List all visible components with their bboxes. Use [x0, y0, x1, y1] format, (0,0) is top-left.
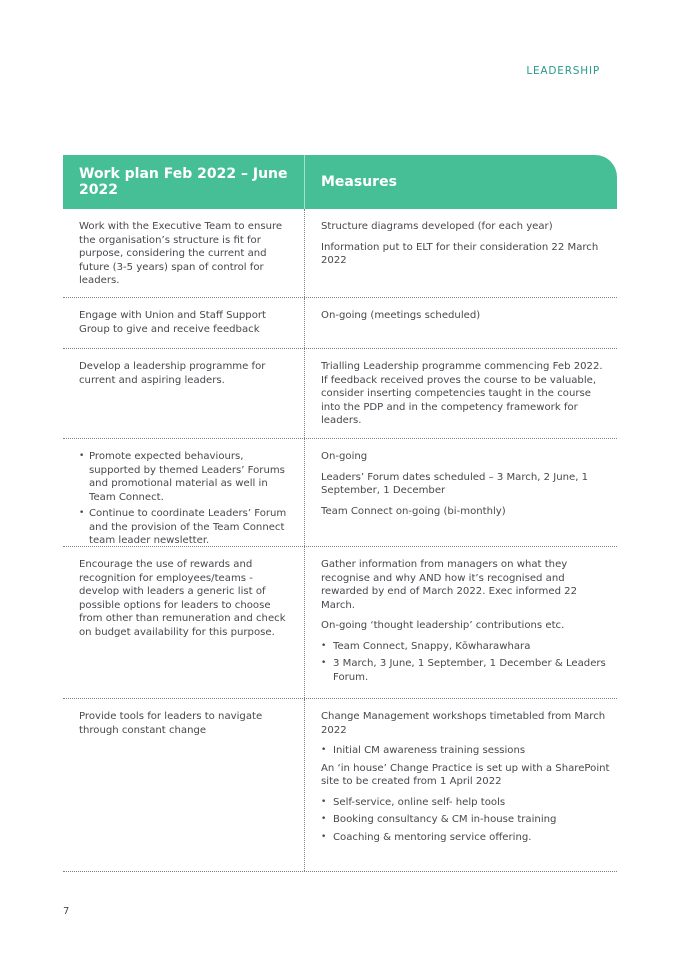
table-row [63, 699, 617, 872]
measure-text: Structure diagrams developed (for each year) [321, 221, 553, 232]
table-row [63, 547, 617, 699]
table-row [63, 439, 617, 547]
workplan-cell [63, 298, 305, 348]
measure-text: Information put to ELT for their consideration 22 March 2022 [321, 241, 599, 266]
workplan-cell [63, 349, 305, 438]
measure-bullet-list [321, 640, 611, 685]
list-item: • Coaching & mentoring service offering. [321, 831, 611, 845]
list-item: • Promote expected behaviours, supported by themed Leaders’ Forums and promotional material as well in Team Connect. [79, 450, 294, 504]
workplan-text: Engage with Union and Staff Support Group to give and receive feedback [79, 310, 267, 335]
measure-text: Change Management workshops timetabled from March 2022 [321, 711, 606, 736]
workplan-cell [63, 547, 305, 698]
measure-text: Team Connect on-going (bi-monthly) [321, 505, 506, 517]
table-row [63, 298, 617, 349]
measures-cell [305, 209, 617, 297]
measures-cell [305, 439, 617, 546]
measures-cell [305, 349, 617, 438]
workplan-table [63, 155, 617, 872]
list-item: • Self-service, online self- help tools [321, 796, 611, 810]
workplan-text: Develop a leadership programme for current and aspiring leaders. [79, 361, 266, 386]
measure-text: An ‘in house’ Change Practice is set up with a SharePoint site to be created from 1 April 2022 [321, 762, 610, 787]
workplan-cell [63, 209, 305, 297]
measure-bullet-list [321, 744, 611, 758]
list-item: • Team Connect, Snappy, Kōwharawhara [321, 640, 611, 654]
col-header-workplan: Work plan Feb 2022 – June 2022 [63, 155, 305, 209]
table-row [63, 209, 617, 298]
list-item: • Initial CM awareness training sessions [321, 744, 611, 758]
measure-text: Trialling Leadership programme commencing Feb 2022. If feedback received proves the course to be valuable, consider inserting competencies taught in the course into the PDP and in the competency framework for leaders. [321, 361, 603, 426]
workplan-text: Work with the Executive Team to ensure the organisation’s structure is fit for purpose, considering the current and future (3-5 years) span of control for leaders. [79, 221, 283, 286]
col-header-measures: Measures [321, 174, 397, 190]
measures-cell [305, 699, 617, 871]
measure-text: On-going (meetings scheduled) [321, 310, 481, 321]
measure-text: On-going [321, 451, 368, 462]
workplan-cell [63, 439, 305, 546]
measures-cell [305, 547, 617, 698]
workplan-cell [63, 699, 305, 871]
section-label: LEADERSHIP [526, 65, 600, 77]
list-item: • Continue to coordinate Leaders’ Forum and the provision of the Team Connect team leader newsletter. [79, 507, 294, 548]
measures-cell [305, 298, 617, 348]
measure-text: Leaders’ Forum dates scheduled – 3 March, 2 June, 1 September, 1 December [321, 471, 589, 496]
measure-text: On-going ‘thought leadership’ contributions etc. [321, 620, 565, 631]
workplan-text: Encourage the use of rewards and recognition for employees/teams - develop with leaders a generic list of possible options for leaders to choose from other than remuneration and check on budget availability for this purpose. [79, 559, 286, 638]
measure-text: Gather information from managers on what they recognise and why AND how it’s recognised and rewarded by end of March 2022. Exec informed 22 March. [321, 559, 578, 611]
list-item: • Booking consultancy & CM in-house training [321, 813, 611, 827]
list-item: • 3 March, 3 June, 1 September, 1 December & Leaders Forum. [321, 657, 611, 684]
workplan-bullet-list [79, 450, 294, 548]
page-number: 7 [63, 906, 70, 917]
measure-bullet-list [321, 796, 611, 845]
table-header [63, 155, 617, 209]
workplan-text: Provide tools for leaders to navigate through constant change [79, 711, 263, 736]
table-row [63, 349, 617, 439]
